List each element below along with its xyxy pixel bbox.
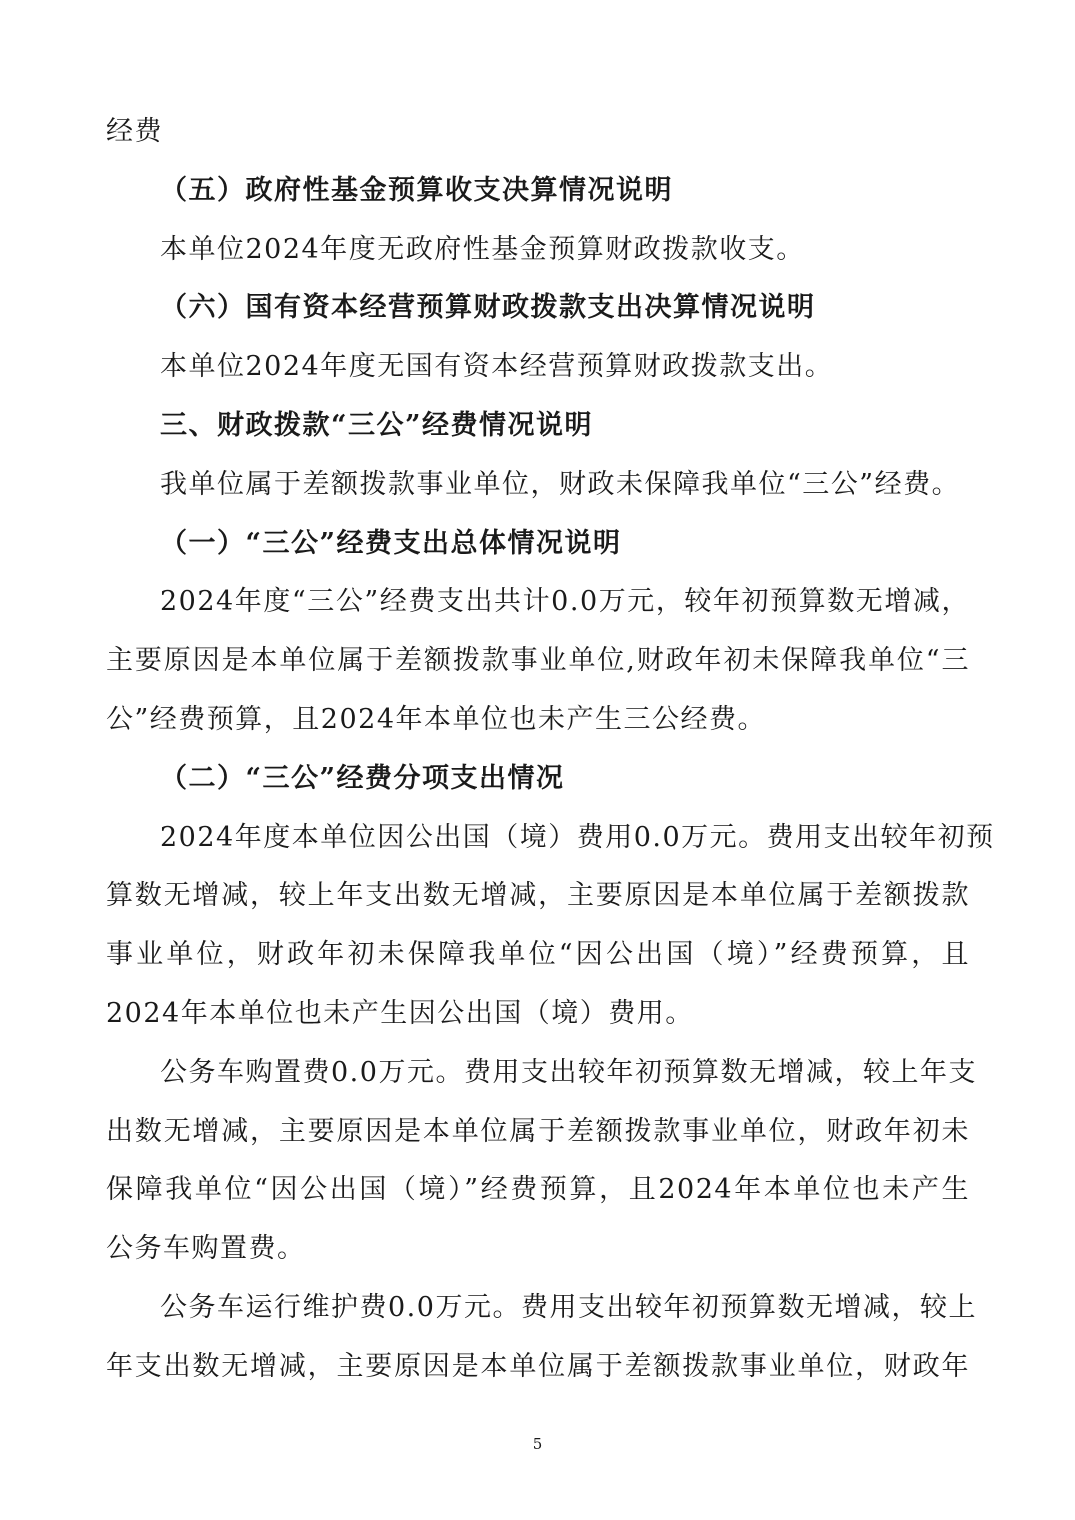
text-line: 2024年度“三公”经费支出共计0.0万元，较年初预算数无增减，	[160, 586, 970, 617]
text-line: 2024年本单位也未产生因公出国（境）费用。	[106, 998, 694, 1029]
text-line: 本单位2024年度无国有资本经营预算财政拨款支出。	[160, 351, 834, 382]
section-heading: （五）政府性基金预算收支决算情况说明	[160, 175, 673, 206]
page-number: 5	[532, 1435, 543, 1453]
text-line: 公务车运行维护费0.0万元。费用支出较年初预算数无增减，较上	[160, 1292, 977, 1323]
text-line: 事业单位，财政年初未保障我单位“因公出国（境）”经费预算，且	[106, 939, 970, 970]
section-heading: 三、财政拨款“三公”经费情况说明	[160, 410, 594, 441]
text-line: 本单位2024年度无政府性基金预算财政拨款收支。	[160, 234, 805, 265]
text-line: 我单位属于差额拨款事业单位，财政未保障我单位“三公”经费。	[160, 469, 961, 500]
text-line: 公”经费预算，且2024年本单位也未产生三公经费。	[106, 704, 767, 735]
section-heading: （二）“三公”经费分项支出情况	[160, 763, 565, 794]
text-line: 出数无增减，主要原因是本单位属于差额拨款事业单位，财政年初未	[106, 1116, 970, 1147]
section-heading: （六）国有资本经营预算财政拨款支出决算情况说明	[160, 292, 816, 323]
text-line: 算数无增减，较上年支出数无增减，主要原因是本单位属于差额拨款	[106, 880, 970, 911]
text-line: 经费	[106, 116, 163, 147]
text-line: 公务车购置费。	[106, 1233, 306, 1264]
text-line: 年支出数无增减，主要原因是本单位属于差额拨款事业单位，财政年	[106, 1351, 970, 1382]
section-heading: （一）“三公”经费支出总体情况说明	[160, 528, 622, 559]
text-line: 公务车购置费0.0万元。费用支出较年初预算数无增减，较上年支	[160, 1057, 977, 1088]
text-line: 主要原因是本单位属于差额拨款事业单位,财政年初未保障我单位“三	[106, 645, 970, 676]
text-line: 2024年度本单位因公出国（境）费用0.0万元。费用支出较年初预	[160, 822, 995, 853]
text-line: 保障我单位“因公出国（境）”经费预算，且2024年本单位也未产生	[106, 1174, 970, 1205]
